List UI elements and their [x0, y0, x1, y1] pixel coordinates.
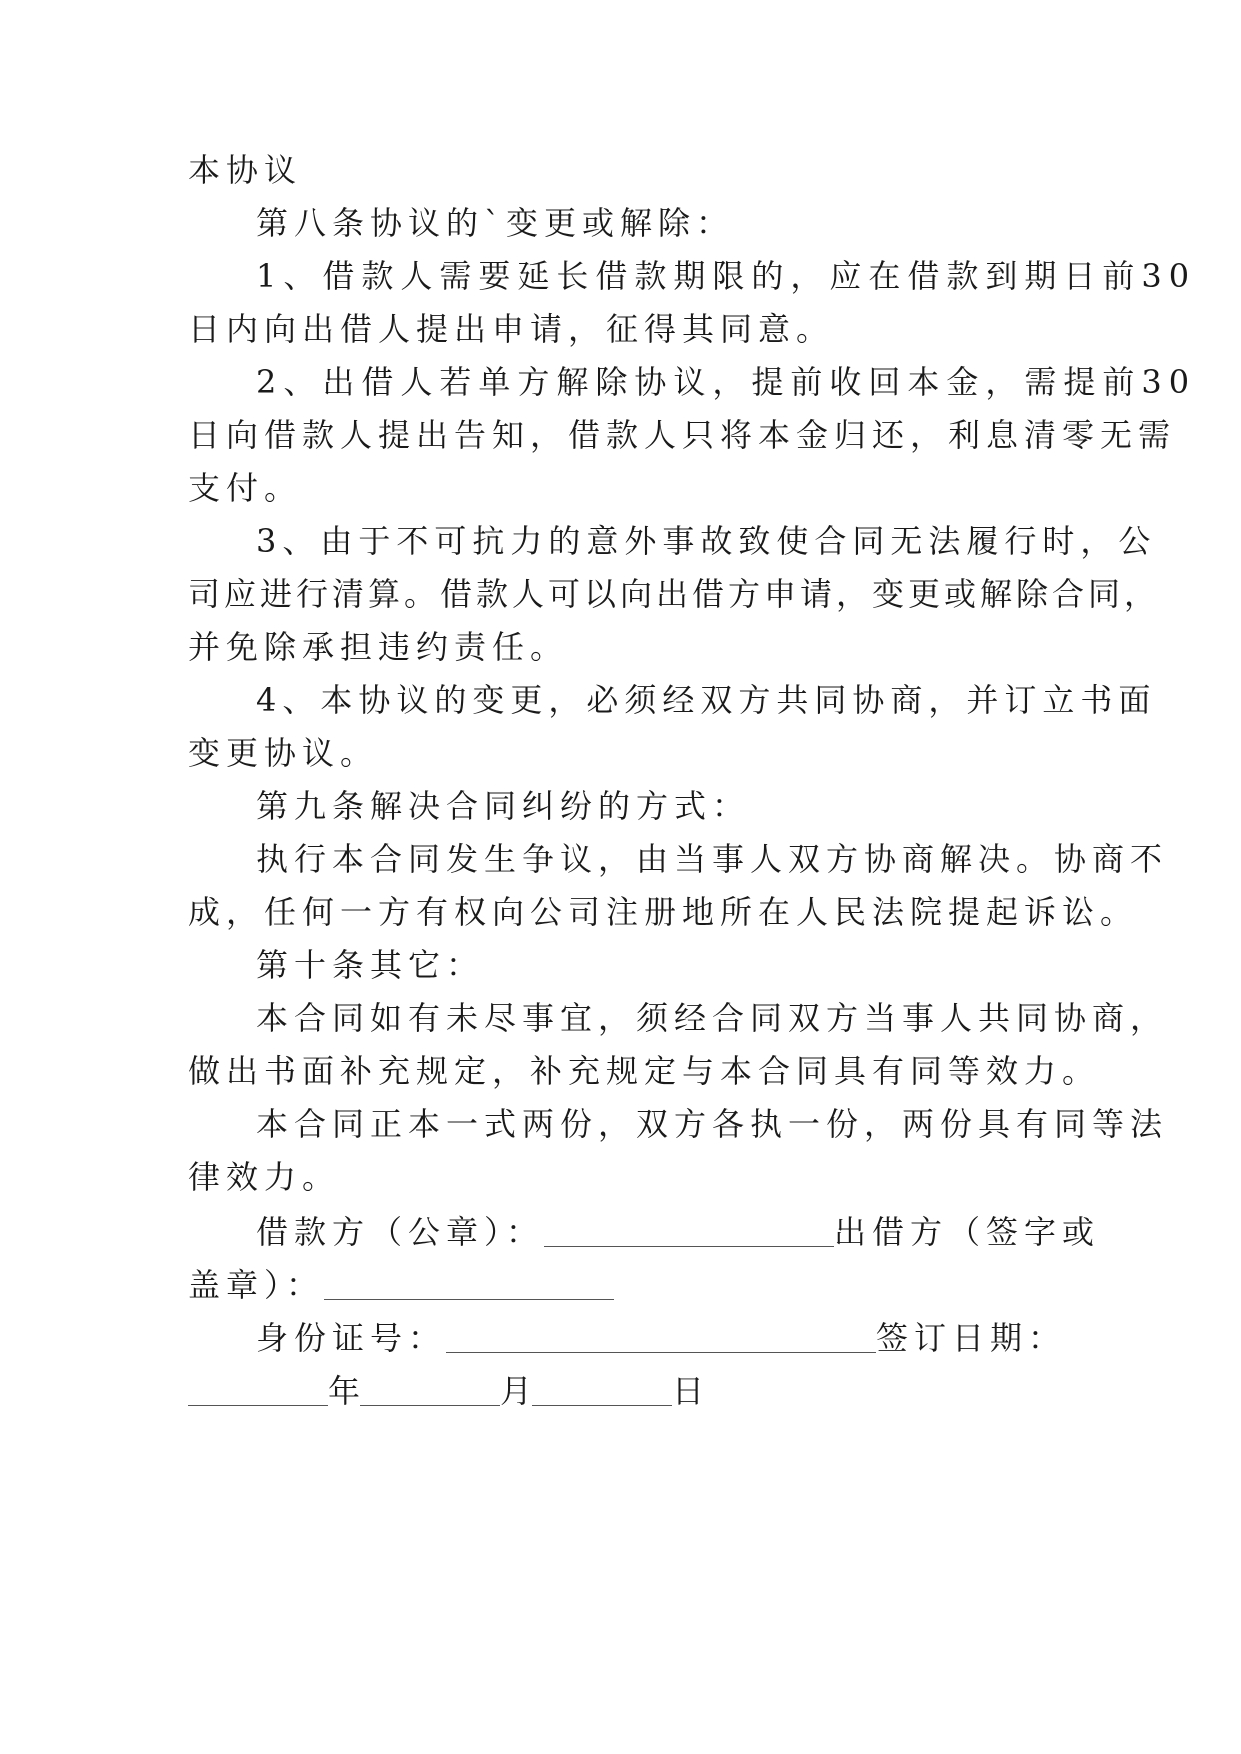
section-heading: 第九条解决合同纠纷的方式：: [256, 787, 751, 825]
section-heading: 第十条其它：: [256, 946, 485, 984]
id-date-line: [256, 1318, 1066, 1358]
text-line: 本协议: [188, 151, 303, 189]
lender-label: 出借方（签字或: [834, 1213, 1101, 1251]
borrower-signature-blank[interactable]: [544, 1216, 834, 1247]
text-line: 支付。: [188, 469, 303, 507]
lender-label-cont: 盖章）：: [188, 1266, 325, 1304]
lender-signature-blank[interactable]: [324, 1269, 614, 1300]
text-line: 1、借款人需要延长借款期限的，应在借款到期日前30: [256, 257, 1197, 295]
signature-line-borrower: [256, 1212, 1100, 1252]
id-label: 身份证号：: [256, 1319, 447, 1357]
text-line: 司应进行清算。借款人可以向出借方申请，变更或解除合同，: [188, 575, 1161, 613]
text-line: 执行本合同发生争议，由当事人双方协商解决。协商不: [256, 840, 1169, 878]
borrower-label: 借款方（公章）：: [256, 1213, 545, 1251]
text-line: 成，任何一方有权向公司注册地所在人民法院提起诉讼。: [188, 893, 1139, 931]
date-line: [188, 1371, 704, 1411]
text-line: 并免除承担违约责任。: [188, 628, 569, 666]
text-line: 4、本协议的变更，必须经双方共同协商，并订立书面: [256, 681, 1157, 719]
id-number-blank[interactable]: [446, 1322, 876, 1353]
text-line: 变更协议。: [188, 734, 379, 772]
text-line: 2、出借人若单方解除协议，提前收回本金，需提前30: [256, 363, 1197, 401]
text-line: 本合同如有未尽事宜，须经合同双方当事人共同协商，: [256, 999, 1169, 1037]
text-line: 3、由于不可抗力的意外事故致使合同无法履行时，公: [256, 522, 1157, 560]
text-line: 日内向出借人提出申请，征得其同意。: [188, 310, 835, 348]
year-blank[interactable]: [188, 1375, 328, 1406]
month-blank[interactable]: [360, 1375, 500, 1406]
day-label: 日: [672, 1372, 705, 1410]
section-heading: 第八条协议的`变更或解除：: [256, 204, 735, 242]
text-line: 日向借款人提出告知，借款人只将本金归还，利息清零无需: [188, 416, 1177, 454]
text-line: 律效力。: [188, 1158, 341, 1196]
date-label: 签订日期：: [876, 1319, 1067, 1357]
text-line: 做出书面补充规定，补充规定与本合同具有同等效力。: [188, 1052, 1101, 1090]
signature-line-lender: [188, 1265, 614, 1305]
month-label: 月: [500, 1372, 533, 1410]
text-line: 本合同正本一式两份，双方各执一份，两份具有同等法: [256, 1105, 1169, 1143]
day-blank[interactable]: [532, 1375, 672, 1406]
year-label: 年: [328, 1372, 361, 1410]
